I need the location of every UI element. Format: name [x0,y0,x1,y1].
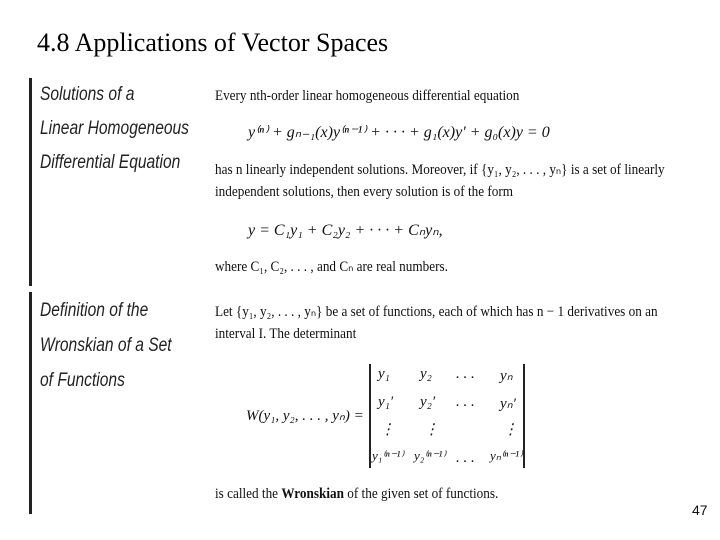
section2-label: of Functions [40,370,125,391]
matrix-cell: yₙ [500,368,513,384]
section1-label: Differential Equation [40,152,181,173]
section1-label: Solutions of a [40,84,135,105]
matrix-cell: ⋮ [503,422,518,438]
general-solution-equation: y = C₁y₁ + C₂y₂ + · · · + Cₙyₙ, [248,222,443,239]
section2-label: Definition of the [40,300,149,321]
page-number: 47 [692,502,708,518]
matrix-cell: . . . [456,450,475,466]
wronskian-term: Wronskian [281,486,344,502]
matrix-cell: ⋮ [424,422,439,438]
section1-label: Linear Homogeneous [40,118,189,139]
text-segment: is called the [215,486,282,502]
determinant-bar-right [523,364,525,468]
matrix-cell: y₁′ [378,394,394,410]
section2-label: Wronskian of a Set [40,335,172,356]
matrix-cell: . . . [456,394,475,410]
matrix-cell: ⋮ [380,422,395,438]
section-divider-bar [29,78,32,286]
text-segment: of the given set of functions. [343,486,499,502]
text-line [215,486,498,503]
determinant-bar-left [369,364,371,468]
matrix-cell: . . . [456,366,475,382]
matrix-cell: y₂⁽ⁿ⁻¹⁾ [414,448,446,463]
text-line: independent solutions, then every solution is of the form [215,184,514,200]
text-line: interval I. The determinant [215,326,357,342]
matrix-cell: y₂′ [420,394,436,410]
wronskian-lhs: W(y₁, y₂, . . . , yₙ) = [246,408,364,424]
slide-title: 4.8 Applications of Vector Spaces [37,28,389,57]
text-line: Every nth-order linear homogeneous differential equation [215,88,520,104]
matrix-cell: yₙ⁽ⁿ⁻¹⁾ [490,448,523,463]
differential-equation: y⁽ⁿ⁾ + gₙ₋₁(x)y⁽ⁿ⁻¹⁾ + · · · + g₁(x)y′ + g₀(x)y = 0 [248,124,550,141]
matrix-cell: yₙ′ [500,396,516,412]
section-divider-bar [29,292,32,514]
matrix-cell: y₂ [420,366,432,382]
text-line: where C₁, C₂, . . . , and Cₙ are real numbers. [215,259,448,275]
matrix-cell: y₁⁽ⁿ⁻¹⁾ [372,448,404,463]
matrix-cell: y₁ [378,366,390,382]
text-line: has n linearly independent solutions. Moreover, if {y₁, y₂, . . . , yₙ} is a set of linearly [215,162,665,178]
text-line: Let {y₁, y₂, . . . , yₙ} be a set of functions, each of which has n − 1 derivatives on an [215,304,658,320]
